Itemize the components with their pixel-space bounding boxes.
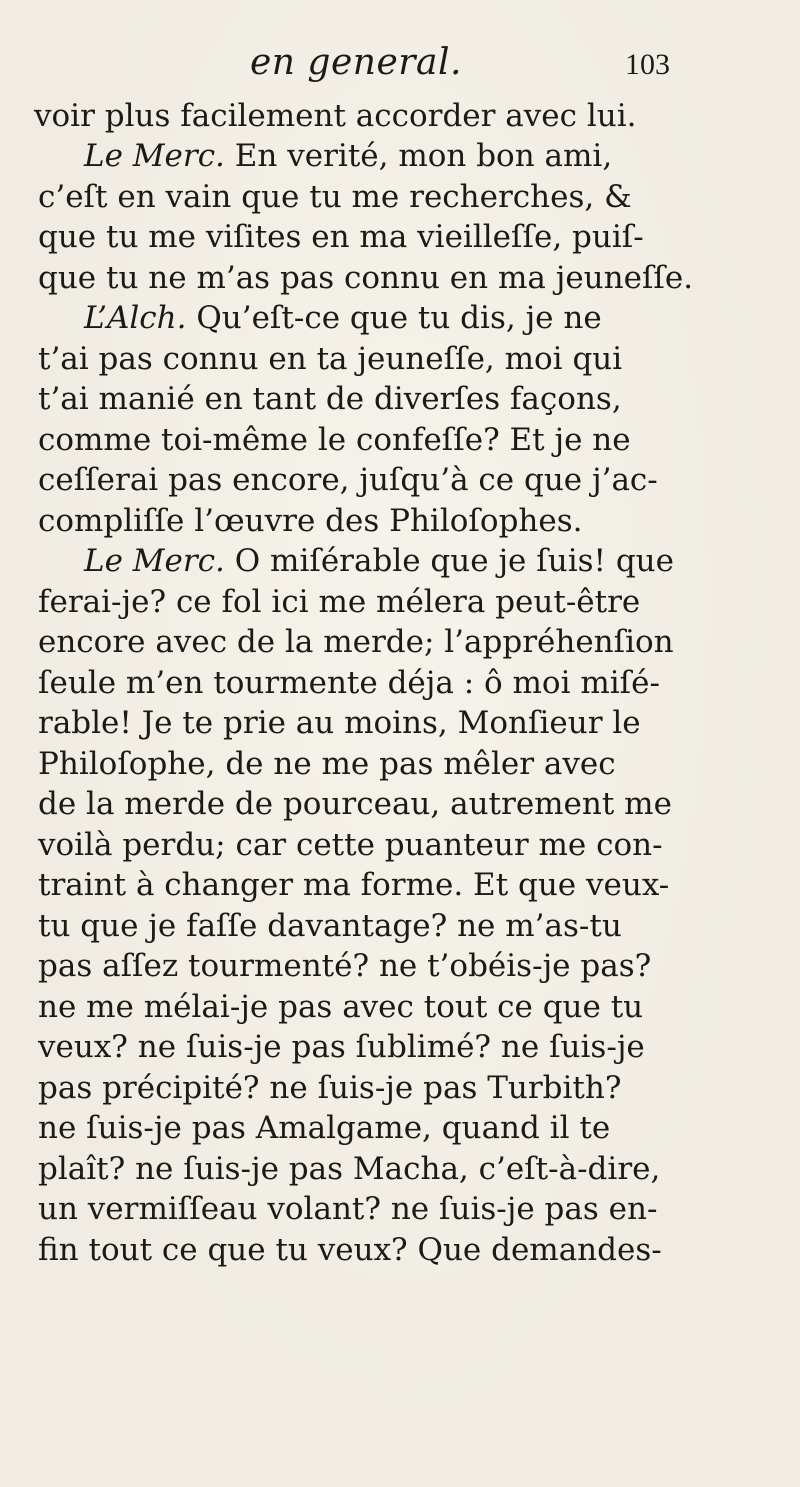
text-line-25: pas précipité? ne ſuis-je pas Turbith? — [38, 1070, 622, 1106]
text-line-22: pas aſſez tourmenté? ne t’obéis-je pas? — [38, 948, 652, 984]
speaker-label: Le Merc. — [84, 138, 225, 174]
text-line-28: un vermiſſeau volant? ne ſuis-je pas en- — [38, 1191, 658, 1227]
text-line-20: traint à changer ma forme. Et que veux- — [38, 867, 670, 903]
text-line-11: compliſſe l’œuvre des Philoſophes. — [38, 503, 583, 539]
text-line-18: de la merde de pourceau, autrement me — [38, 786, 672, 822]
text-line-6: L’Alch. Qu’eſt-ce que tu dis, je ne — [84, 300, 602, 336]
text-line-29: fin tout ce que tu veux? Que demandes- — [38, 1232, 662, 1268]
text-line-26: ne ſuis-je pas Amalgame, quand il te — [38, 1110, 611, 1146]
text-line-27: plaît? ne ſuis-je pas Macha, c’eſt-à-dire, — [38, 1151, 661, 1187]
speaker-label: L’Alch. — [84, 300, 187, 336]
speaker-label: Le Merc. — [84, 543, 225, 579]
running-head: en general. — [250, 42, 462, 83]
text-line-7: t’ai pas connu en ta jeuneſſe, moi qui — [38, 341, 623, 377]
text-line-13: ferai-je? ce fol ici me mélera peut-être — [38, 584, 641, 620]
text-line-1: voir plus facilement accorder avec lui. — [34, 98, 637, 134]
page-header — [250, 42, 670, 92]
text-line-12: Le Merc. O miſérable que je ſuis! que — [84, 543, 674, 579]
text-line-2: Le Merc. En verité, mon bon ami, — [84, 138, 613, 174]
text-line-3: c’eſt en vain que tu me recherches, & — [38, 179, 632, 215]
text-line-4: que tu me viſites en ma vieilleſſe, puiſ- — [38, 219, 644, 255]
text-line-8: t’ai manié en tant de diverſes façons, — [38, 381, 622, 417]
text-line-9: comme toi-même le confeſſe? Et je ne — [38, 422, 631, 458]
text-line-23: ne me mélai-je pas avec tout ce que tu — [38, 989, 644, 1025]
text-line-21: tu que je faſſe davantage? ne m’as-tu — [38, 908, 622, 944]
text-line-14: encore avec de la merde; l’appréhenſion — [38, 624, 674, 660]
text-line-19: voilà perdu; car cette puanteur me con- — [38, 827, 663, 863]
text-line-5: que tu ne m’as pas connu en ma jeuneſſe. — [38, 260, 694, 296]
text-line-10: ceſſerai pas encore, juſqu’à ce que j’ac- — [38, 462, 658, 498]
text-line-17: Philoſophe, de ne me pas mêler avec — [38, 746, 616, 782]
text-line-24: veux? ne ſuis-je pas ſublimé? ne ſuis-je — [38, 1029, 645, 1065]
page-number: 103 — [625, 48, 670, 81]
text-line-16: rable! Je te prie au moins, Monſieur le — [38, 705, 641, 741]
text-line-15: ſeule m’en tourmente déja : ô moi miſé- — [38, 665, 660, 701]
